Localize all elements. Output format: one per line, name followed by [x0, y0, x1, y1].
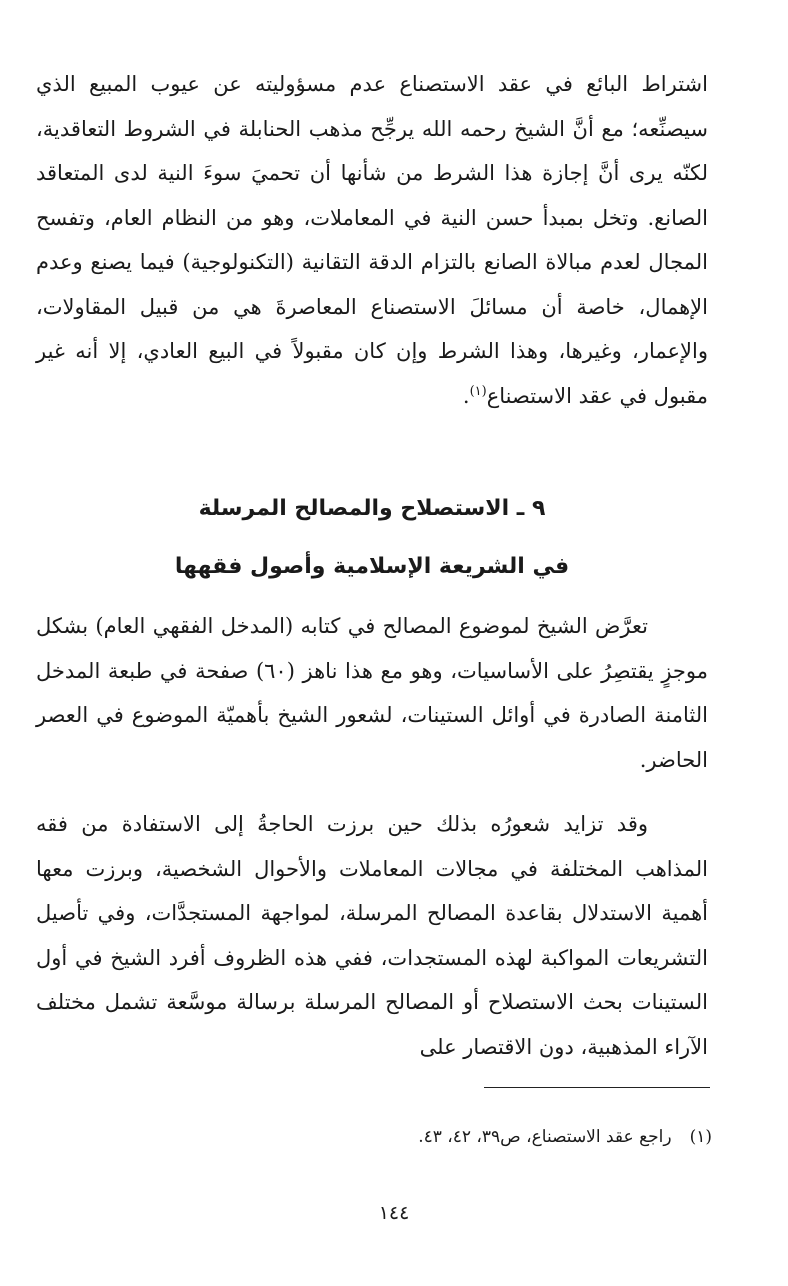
section-heading-line-2: في الشريعة الإسلامية وأصول فقهها	[174, 554, 570, 579]
footnote-separator	[484, 1087, 710, 1088]
footnote	[36, 1122, 712, 1152]
paragraph-2	[36, 604, 708, 782]
section-heading	[36, 480, 708, 596]
footnote-number: (١)	[689, 1127, 712, 1147]
footnote-reference: (١)	[469, 383, 487, 399]
paragraph-2-text: تعرَّض الشيخ لموضوع المصالح في كتابه (المدخل الفقهي العام) بشكل موجزٍ يقتصِرُ على الأساسيات، وهو مع هذا ناهز (٦٠) صفحة في طبعة المدخل الثامنة الصادرة في أوائل الستينات، لشعور الشيخ بأهميّة الموضوع في العصر الحاضر.	[36, 614, 709, 772]
footnote-text: راجع عقد الاستصناع، ص٣٩، ٤٢، ٤٣.	[418, 1127, 672, 1147]
paragraph-1-end: .	[462, 383, 470, 408]
paragraph-3	[36, 802, 708, 1069]
section-heading-line-1: ٩ ـ الاستصلاح والمصالح المرسلة	[198, 496, 546, 521]
paragraph-1	[36, 62, 708, 418]
paragraph-3-text: وقد تزايد شعورُه بذلك حين برزت الحاجةُ إلى الاستفادة من فقه المذاهب المختلفة في مجالات المعاملات والأحوال الشخصية، وبرزت معها أهمية الاستدلال بقاعدة المصالح المرسلة، لمواجهة المستجدَّات، وفي تأصيل التشريعات المواكبة لهذه المستجدات، ففي هذه الظروف أفرد الشيخ في أول الستينات بحث الاستصلاح أو المصالح المرسلة برسالة موسَّعة تشمل مختلف الآراء المذهبية، دون الاقتصار على	[36, 812, 708, 1059]
paragraph-1-text: اشتراط البائع في عقد الاستصناع عدم مسؤوليته عن عيوب المبيع الذي سيصنِّعه؛ مع أنَّ الشيخ رحمه الله يرجِّح مذهب الحنابلة في الشروط التعاقدية، لكنّه يرى أنَّ إجازة هذا الشرط من شأنها أن تحميَ سوءَ النية لدى المتعاقد الصانع. وتخل بمبدأ حسن النية في المعاملات، وهو من النظام العام، وتفسح المجال لعدم مبالاة الصانع بالتزام الدقة التقانية (التكنولوجية) فيما يصنع وعدم الإهمال، خاصة أن مسائلَ الاستصناع المعاصرةَ هي من قبيل المقاولات، والإعمار، وغيرها، وهذا الشرط وإن كان مقبولاً في البيع العادي، إلا أنه غير مقبول في عقد الاستصناع	[36, 72, 708, 408]
page-number: ١٤٤	[378, 1202, 410, 1224]
